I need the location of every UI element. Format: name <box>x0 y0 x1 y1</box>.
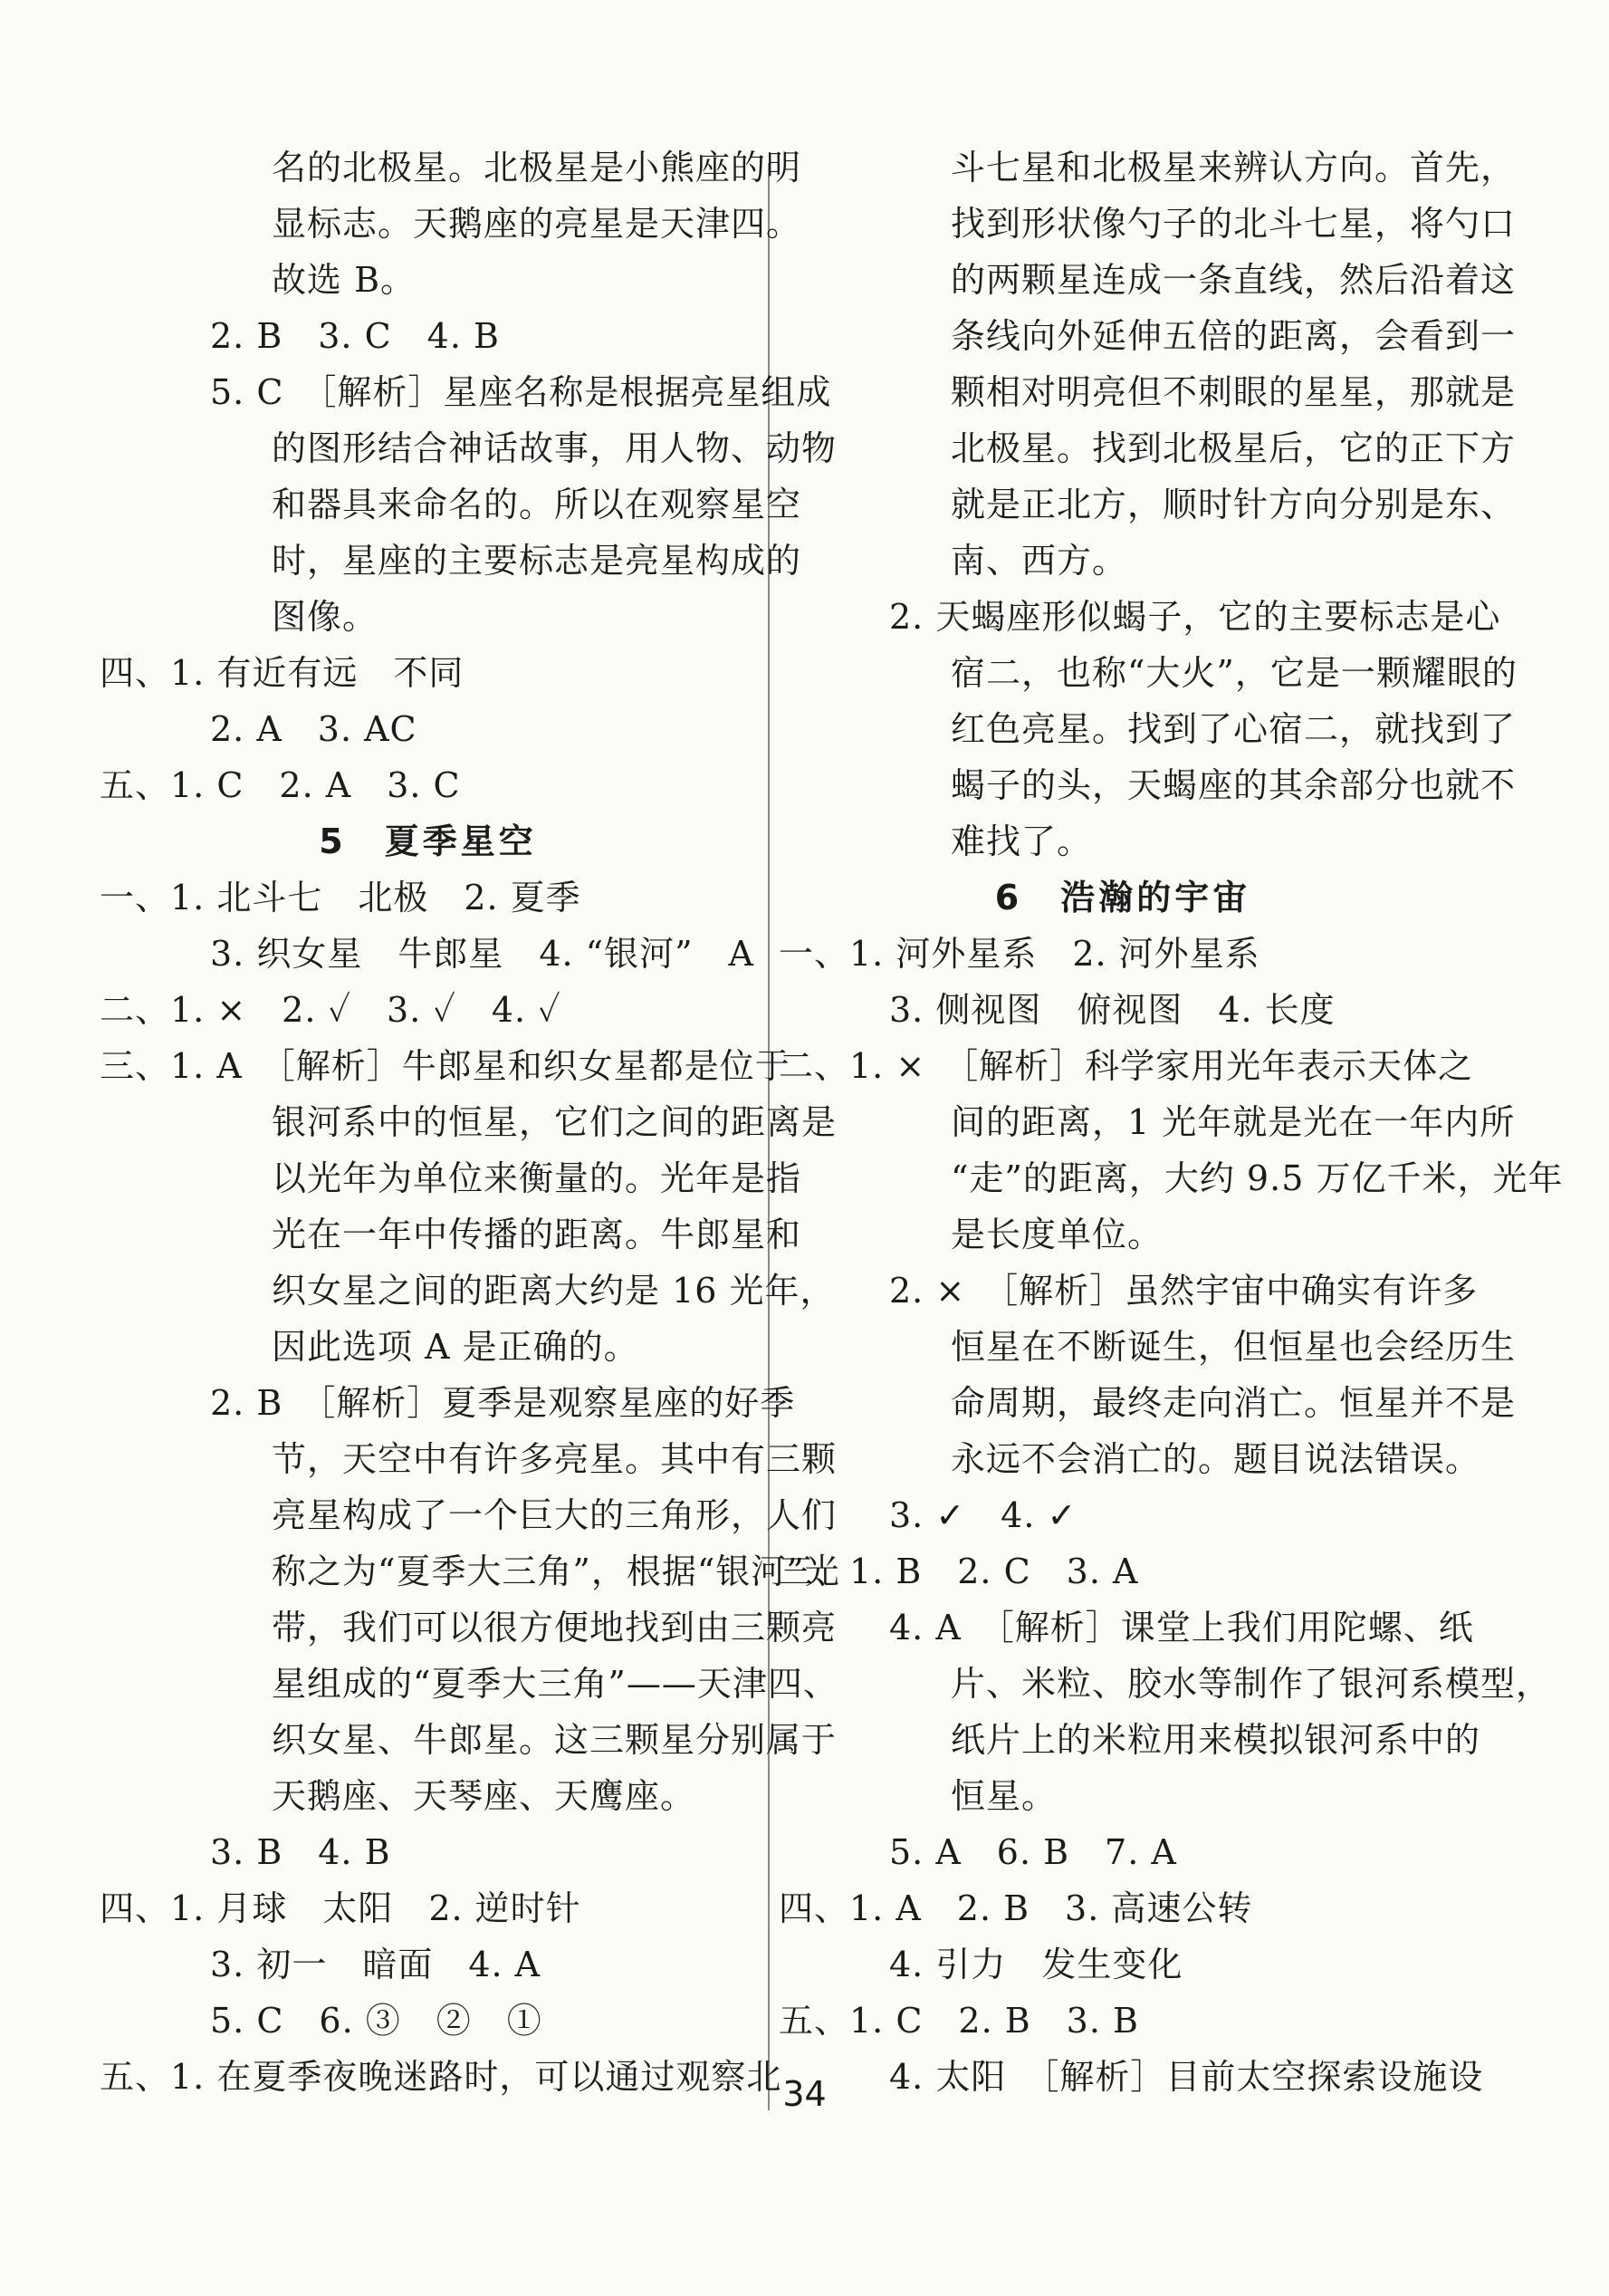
answer-line: 3. ✓ 4. ✓ <box>889 1495 1077 1535</box>
answer-line: 2. A 3. AC <box>210 709 417 749</box>
section-line: 二、1. × 2. ✓ 3. ✓ 4. ✓ <box>100 990 561 1030</box>
text-line: 和器具来命名的。所以在观察星空 <box>272 485 802 524</box>
text-line: 的图形结合神话故事，用人物、动物 <box>272 428 838 468</box>
answer-line: 2. 天蝎座形似蝎子，它的主要标志是心 <box>889 597 1501 637</box>
text-line: 星组成的“夏季大三角”——天津四、 <box>272 1664 838 1704</box>
text-line: 斗七星和北极星来辨认方向。首先， <box>951 148 1517 187</box>
text-line: 颗相对明亮但不刺眼的星星，那就是 <box>951 372 1517 412</box>
text-line: 永远不会消亡的。题目说法错误。 <box>951 1439 1481 1479</box>
section-line: 一、1. 河外星系 2. 河外星系 <box>779 934 1260 974</box>
section-line: 一、1. 北斗七 北极 2. 夏季 <box>100 878 581 917</box>
answer-line: 2. × ［解析］虽然宇宙中确实有许多 <box>889 1271 1479 1311</box>
text-line: 条线向外延伸五倍的距离，会看到一 <box>951 316 1517 356</box>
section-line: 三、1. B 2. C 3. A <box>779 1551 1139 1591</box>
section-line: 四、1. A 2. B 3. 高速公转 <box>779 1888 1253 1928</box>
answer-line: 2. B ［解析］夏季是观察星座的好季 <box>210 1383 796 1423</box>
text-line: 天鹅座、天琴座、天鹰座。 <box>272 1776 696 1816</box>
section-line: 五、1. C 2. B 3. B <box>779 2001 1139 2041</box>
text-line: 宿二，也称“大火”，它是一颗耀眼的 <box>951 653 1518 693</box>
text-line: 织女星之间的距离大约是 16 光年， <box>272 1271 836 1311</box>
text-line: 亮星构成了一个巨大的三角形，人们 <box>272 1495 838 1535</box>
answer-line: 4. 引力 发生变化 <box>889 1945 1183 1984</box>
text-line: 称之为“夏季大三角”，根据“银河”光 <box>272 1551 840 1591</box>
text-line: 北极星。找到北极星后，它的正下方 <box>951 428 1517 468</box>
text-line: 就是正北方，顺时针方向分别是东、 <box>951 485 1517 524</box>
section-line: 三、1. A ［解析］牛郎星和织女星都是位于 <box>100 1046 790 1086</box>
text-line: 命周期，最终走向消亡。恒星并不是 <box>951 1383 1517 1423</box>
lesson-heading: 5 夏季星空 <box>319 821 537 861</box>
text-line: 带，我们可以很方便地找到由三颗亮 <box>272 1608 838 1648</box>
text-line: 故选 B。 <box>272 260 417 300</box>
text-line: 节，天空中有许多亮星。其中有三颗 <box>272 1439 838 1479</box>
text-line: 的两颗星连成一条直线，然后沿着这 <box>951 260 1517 300</box>
section-line: 四、1. 有近有远 不同 <box>100 653 465 693</box>
answer-line: 5. A 6. B 7. A <box>889 1832 1177 1872</box>
answer-line: 3. 织女星 牛郎星 4. “银河” A <box>210 934 754 974</box>
text-line: 织女星、牛郎星。这三颗星分别属于 <box>272 1720 838 1760</box>
text-line: 是长度单位。 <box>951 1215 1164 1254</box>
answer-line: 4. A ［解析］课堂上我们用陀螺、纸 <box>889 1608 1474 1648</box>
answer-line: 4. 太阳 ［解析］目前太空探索设施设 <box>889 2057 1484 2097</box>
text-line: 名的北极星。北极星是小熊座的明 <box>272 148 802 187</box>
text-line: 找到形状像勺子的北斗七星，将勺口 <box>951 204 1517 244</box>
text-line: 片、米粒、胶水等制作了银河系模型， <box>951 1664 1552 1704</box>
section-line: 五、1. C 2. A 3. C <box>100 765 461 805</box>
text-line: 间的距离，1 光年就是光在一年内所 <box>951 1102 1516 1142</box>
text-line: 图像。 <box>272 597 378 637</box>
text-line: 蝎子的头，天蝎座的其余部分也就不 <box>951 765 1517 805</box>
answer-line: 5. C 6. ③ ② ① <box>210 2001 542 2041</box>
answer-line: 3. B 4. B <box>210 1832 391 1872</box>
page-number: 34 <box>782 2074 827 2114</box>
text-line: 南、西方。 <box>951 541 1128 581</box>
text-line: 恒星。 <box>951 1776 1058 1816</box>
text-line: 以光年为单位来衡量的。光年是指 <box>272 1158 802 1198</box>
section-line: 五、1. 在夏季夜晚迷路时，可以通过观察北 <box>100 2057 782 2097</box>
text-line: 因此选项 A 是正确的。 <box>272 1327 639 1367</box>
answer-line: 2. B 3. C 4. B <box>210 316 500 356</box>
text-line: 难找了。 <box>951 821 1093 861</box>
text-line: 恒星在不断诞生，但恒星也会经历生 <box>951 1327 1517 1367</box>
text-line: 纸片上的米粒用来模拟银河系中的 <box>951 1720 1481 1760</box>
lesson-heading: 6 浩瀚的宇宙 <box>994 878 1251 917</box>
text-line: 银河系中的恒星，它们之间的距离是 <box>272 1102 838 1142</box>
section-line: 四、1. 月球 太阳 2. 逆时针 <box>100 1888 581 1928</box>
text-line: 时，星座的主要标志是亮星构成的 <box>272 541 802 581</box>
answer-line: 3. 初一 暗面 4. A <box>210 1945 541 1984</box>
text-line: 红色亮星。找到了心宿二，就找到了 <box>951 709 1517 749</box>
text-line: 显标志。天鹅座的亮星是天津四。 <box>272 204 802 244</box>
answer-line: 3. 侧视图 俯视图 4. 长度 <box>889 990 1336 1030</box>
text-line: 光在一年中传播的距离。牛郎星和 <box>272 1215 802 1254</box>
answer-line: 5. C ［解析］星座名称是根据亮星组成 <box>210 372 832 412</box>
section-line: 二、1. × ［解析］科学家用光年表示天体之 <box>779 1046 1474 1086</box>
text-line: “走”的距离，大约 9.5 万亿千米，光年 <box>951 1158 1564 1198</box>
